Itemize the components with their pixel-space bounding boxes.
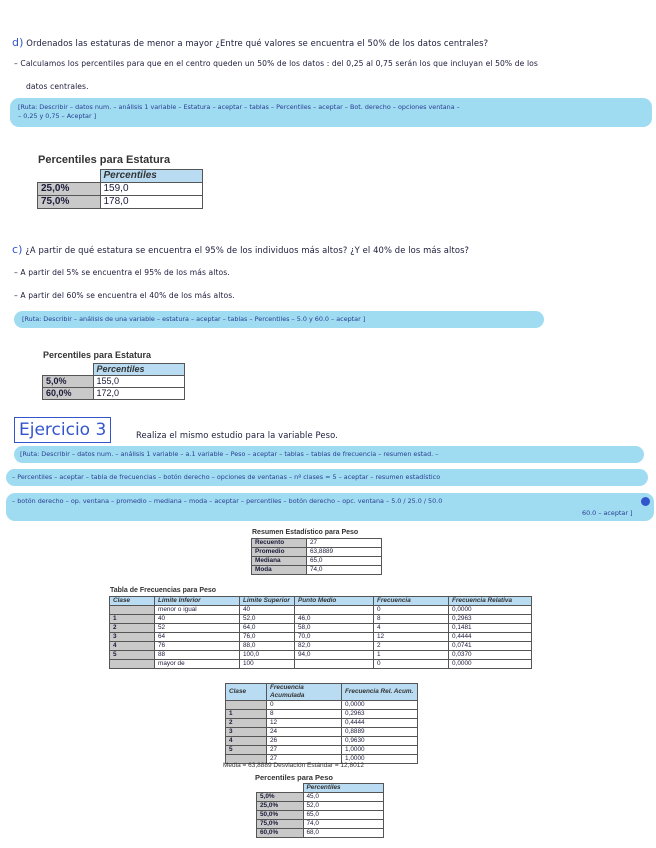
row-value: 178,0 bbox=[100, 196, 203, 209]
column-header: Clase bbox=[110, 597, 155, 606]
cell: mayor de bbox=[155, 660, 240, 669]
cell: 88,0 bbox=[240, 642, 295, 651]
cell: 40 bbox=[240, 606, 295, 615]
table-row bbox=[110, 633, 532, 642]
cell: 76 bbox=[155, 642, 240, 651]
cell: 2 bbox=[374, 642, 449, 651]
answer-d-line1: – Calculamos los percentiles para que en el centro queden un 50% de los datos : del 0,25 al 0,75 serán los que incluyan el 50% de los bbox=[14, 59, 538, 68]
table-row bbox=[38, 196, 203, 209]
cell: 1,0000 bbox=[342, 746, 418, 755]
cell: 88 bbox=[155, 651, 240, 660]
route-d-line2: – 0,25 y 0,75 – Aceptar ] bbox=[18, 111, 97, 120]
cell: 100 bbox=[240, 660, 295, 669]
percentiles-peso-table bbox=[256, 783, 384, 838]
route-d-text bbox=[18, 103, 652, 120]
column-header: Límite Inferior bbox=[155, 597, 240, 606]
table-row bbox=[226, 701, 418, 710]
table-row bbox=[257, 802, 384, 811]
row-value: 65,0 bbox=[303, 811, 384, 820]
empty-corner bbox=[257, 784, 304, 793]
column-header: Percentiles bbox=[93, 364, 185, 376]
cell: 5 bbox=[226, 746, 267, 755]
cell: 27 bbox=[267, 755, 342, 764]
answer-c-line1: – A partir del 5% se encuentra el 95% de los más altos. bbox=[14, 268, 230, 277]
cell: 82,0 bbox=[295, 642, 374, 651]
route-ex3-line1: [Ruta: Describir – datos num. – análisis 1 variable – a.1 variable – Peso – aceptar – tablas – tablas de frecuencia – resumen estad. – bbox=[20, 450, 439, 458]
table-row bbox=[43, 376, 185, 388]
table-row bbox=[252, 539, 382, 548]
cell bbox=[110, 606, 155, 615]
row-label: 75,0% bbox=[38, 196, 101, 209]
question-c-letter: c) bbox=[12, 243, 23, 256]
column-header: Percentiles bbox=[303, 784, 384, 793]
question-c bbox=[12, 243, 469, 257]
row-value: 27 bbox=[307, 539, 382, 548]
row-label: Promedio bbox=[252, 548, 307, 557]
question-d-letter: d) bbox=[12, 36, 24, 49]
cell: 3 bbox=[110, 633, 155, 642]
cell: 58,0 bbox=[295, 624, 374, 633]
route-ex3-line2: – Percentiles – aceptar – tabla de frecuencias – botón derecho – opciones de ventanas – nº clases = 5 – aceptar – resumen estadístico bbox=[12, 473, 441, 481]
percentiles-peso-title: Percentiles para Peso bbox=[255, 773, 333, 782]
cell: 76,0 bbox=[240, 633, 295, 642]
cell: 26 bbox=[267, 737, 342, 746]
cell: 2 bbox=[226, 719, 267, 728]
row-label: 5,0% bbox=[43, 376, 94, 388]
cell: 0,8889 bbox=[342, 728, 418, 737]
cell bbox=[110, 660, 155, 669]
cell bbox=[295, 606, 374, 615]
cell: 0 bbox=[267, 701, 342, 710]
cell: 0,0370 bbox=[449, 651, 532, 660]
cell: 24 bbox=[267, 728, 342, 737]
table-row bbox=[110, 624, 532, 633]
percentiles-estatura-1-table bbox=[37, 169, 203, 209]
exercise-3-title: Ejercicio 3 bbox=[14, 417, 111, 443]
table-row bbox=[226, 710, 418, 719]
row-label: 5,0% bbox=[257, 793, 304, 802]
route-ex3-line4: 60.0 – aceptar ] bbox=[582, 509, 633, 517]
row-label: 60,0% bbox=[257, 829, 304, 838]
cell: 0,0000 bbox=[449, 606, 532, 615]
route-c-text: [Ruta: Describir – análisis de una variable – estatura – aceptar – tablas – Percentiles – 5.0 y 60.0 – aceptar ] bbox=[22, 315, 366, 323]
empty-corner bbox=[38, 170, 101, 183]
summary-title: Resumen Estadístico para Peso bbox=[252, 529, 359, 536]
row-label: Mediana bbox=[252, 557, 307, 566]
cell: 1 bbox=[226, 710, 267, 719]
cell: 52,0 bbox=[240, 615, 295, 624]
cell: 0 bbox=[374, 606, 449, 615]
cell: 0,0741 bbox=[449, 642, 532, 651]
cell bbox=[295, 660, 374, 669]
cell bbox=[226, 701, 267, 710]
percentiles-estatura-1-title: Percentiles para Estatura bbox=[38, 154, 171, 166]
row-value: 52,0 bbox=[303, 802, 384, 811]
column-header: Frecuencia Rel. Acum. bbox=[342, 684, 418, 701]
cell: 0,0000 bbox=[342, 701, 418, 710]
column-header: Frecuencia Relativa bbox=[449, 597, 532, 606]
cell: 46,0 bbox=[295, 615, 374, 624]
row-value: 63,8889 bbox=[307, 548, 382, 557]
row-value: 74,0 bbox=[303, 820, 384, 829]
cell: 0,9630 bbox=[342, 737, 418, 746]
row-value: 45,0 bbox=[303, 793, 384, 802]
exercise-3-statement: Realiza el mismo estudio para la variable Peso. bbox=[136, 430, 338, 440]
table-row bbox=[38, 183, 203, 196]
row-label: Moda bbox=[252, 566, 307, 575]
table-row bbox=[110, 615, 532, 624]
cell: 0,2963 bbox=[449, 615, 532, 624]
cumulative-table bbox=[225, 683, 418, 764]
table-row bbox=[43, 388, 185, 400]
cell: 0,4444 bbox=[342, 719, 418, 728]
column-header: Punto Medio bbox=[295, 597, 374, 606]
cell: menor o igual bbox=[155, 606, 240, 615]
answer-d-line2: datos centrales. bbox=[26, 82, 89, 91]
table-row bbox=[226, 746, 418, 755]
column-header: Frecuencia Acumulada bbox=[267, 684, 342, 701]
mouse-cursor-dot-icon bbox=[641, 497, 650, 506]
row-value: 172,0 bbox=[93, 388, 185, 400]
cell: 1 bbox=[110, 615, 155, 624]
table-row bbox=[257, 793, 384, 802]
table-row bbox=[252, 566, 382, 575]
cell: 12 bbox=[374, 633, 449, 642]
cell: 100,0 bbox=[240, 651, 295, 660]
row-value: 155,0 bbox=[93, 376, 185, 388]
column-header: Frecuencia bbox=[374, 597, 449, 606]
cell: 5 bbox=[110, 651, 155, 660]
route-d-line1: [Ruta: Describir – datos num. – análisis 1 variable – Estatura – aceptar – tablas – Percentiles – aceptar – Bot. derecho – opciones ventana – bbox=[18, 103, 460, 111]
cell: 27 bbox=[267, 746, 342, 755]
cell: 40 bbox=[155, 615, 240, 624]
cell: 4 bbox=[226, 737, 267, 746]
cell: 64 bbox=[155, 633, 240, 642]
summary-table bbox=[251, 538, 382, 575]
row-label: Recuento bbox=[252, 539, 307, 548]
row-label: 75,0% bbox=[257, 820, 304, 829]
freq-table-title: Tabla de Frecuencias para Peso bbox=[110, 587, 217, 594]
cell: 4 bbox=[374, 624, 449, 633]
column-header: Límite Superior bbox=[240, 597, 295, 606]
cell: 1 bbox=[374, 651, 449, 660]
row-value: 74,0 bbox=[307, 566, 382, 575]
table-row bbox=[252, 548, 382, 557]
table-row bbox=[110, 606, 532, 615]
column-header: Percentiles bbox=[100, 170, 203, 183]
answer-c-line2: – A partir del 60% se encuentra el 40% de los más altos. bbox=[14, 291, 235, 300]
cell: 12 bbox=[267, 719, 342, 728]
row-label: 25,0% bbox=[257, 802, 304, 811]
question-c-text: ¿A partir de qué estatura se encuentra el 95% de los individuos más altos? ¿Y el 40% de los más altos? bbox=[25, 245, 470, 255]
question-d bbox=[12, 36, 488, 50]
cell: 0,0000 bbox=[449, 660, 532, 669]
cell: 0 bbox=[374, 660, 449, 669]
row-value: 65,0 bbox=[307, 557, 382, 566]
cell: 64,0 bbox=[240, 624, 295, 633]
freq-table bbox=[109, 596, 532, 669]
table-row bbox=[110, 651, 532, 660]
cell: 1,0000 bbox=[342, 755, 418, 764]
cell: 0,2963 bbox=[342, 710, 418, 719]
empty-corner bbox=[43, 364, 94, 376]
row-value: 159,0 bbox=[100, 183, 203, 196]
cell: 3 bbox=[226, 728, 267, 737]
table-row bbox=[110, 642, 532, 651]
cell: 94,0 bbox=[295, 651, 374, 660]
cell: 52 bbox=[155, 624, 240, 633]
row-label: 25,0% bbox=[38, 183, 101, 196]
table-row bbox=[226, 728, 418, 737]
cell: 0,1481 bbox=[449, 624, 532, 633]
route-ex3-line3: – botón derecho – op. ventana – promedio – mediana – moda – aceptar – percentiles – botón derecho – opc. ventana – 5.0 / 25.0 / 50.0 bbox=[12, 497, 443, 505]
table-row bbox=[257, 820, 384, 829]
cell: 8 bbox=[267, 710, 342, 719]
row-value: 68,0 bbox=[303, 829, 384, 838]
table-row bbox=[110, 660, 532, 669]
cell: 2 bbox=[110, 624, 155, 633]
row-label: 60,0% bbox=[43, 388, 94, 400]
cell: 4 bbox=[110, 642, 155, 651]
column-header: Clase bbox=[226, 684, 267, 701]
question-d-text: Ordenados las estaturas de menor a mayor ¿Entre qué valores se encuentra el 50% de los datos centrales? bbox=[26, 38, 489, 48]
table-row bbox=[226, 719, 418, 728]
cell: 8 bbox=[374, 615, 449, 624]
percentiles-estatura-2-table bbox=[42, 363, 185, 400]
percentiles-estatura-2-title: Percentiles para Estatura bbox=[43, 350, 152, 360]
table-row bbox=[257, 811, 384, 820]
cell: 70,0 bbox=[295, 633, 374, 642]
row-label: 50,0% bbox=[257, 811, 304, 820]
cell: 0,4444 bbox=[449, 633, 532, 642]
table-row bbox=[252, 557, 382, 566]
cumulative-footer: Media = 63,8889 Desviación Estándar = 12,8012 bbox=[223, 762, 364, 769]
table-row bbox=[257, 829, 384, 838]
table-row bbox=[226, 737, 418, 746]
